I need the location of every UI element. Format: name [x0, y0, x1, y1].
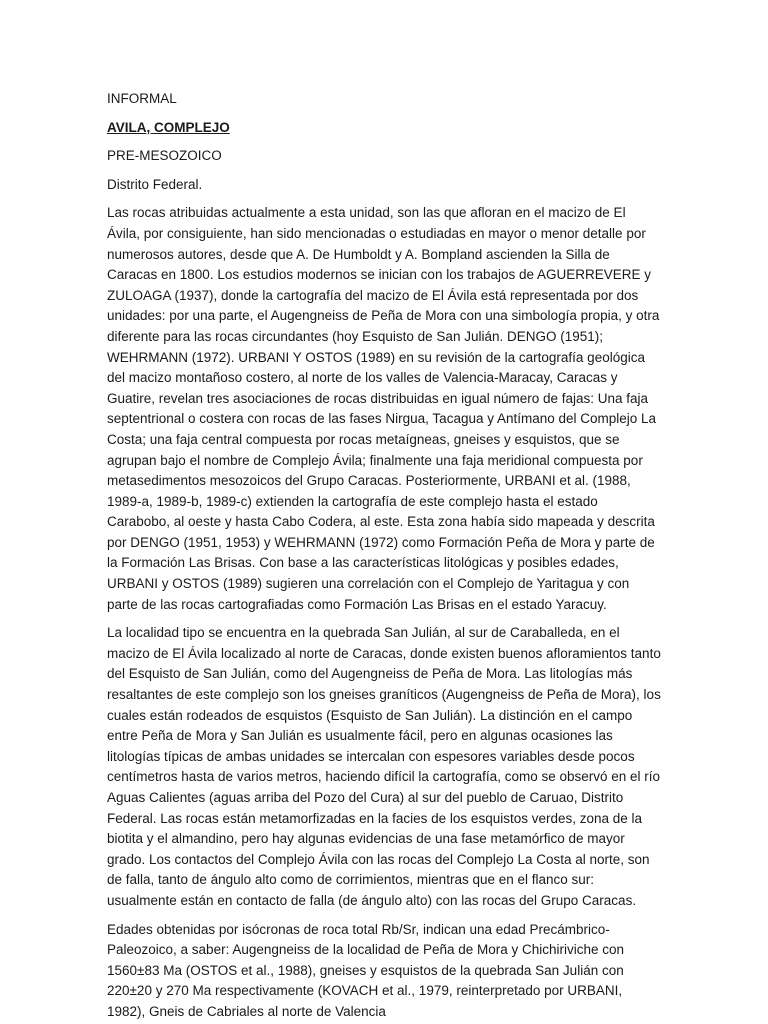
document-title: AVILA, COMPLEJO	[107, 119, 230, 135]
paragraph-type-locality: La localidad tipo se encuentra en la quebrada San Julián, al sur de Caraballeda, en el macizo de El Ávila localizado al norte de Caracas, donde existen buenos afloramientos tanto del Esquisto de San Julián, como del Augengneiss de Peña de Mora. Las litologías más resaltantes de este complejo son los gneises graníticos (Augengneiss de Peña de Mora), los cuales están rodeados de esquistos (Esquisto de San Julián). La distinción en el campo entre Peña de Mora y San Julián es usualmente fácil, pero en algunas ocasiones las litologías típicas de ambas unidades se intercalan con espesores variables desde pocos centímetros hasta de varios metros, haciendo difícil la cartografía, como se observó en el río Aguas Calientes (aguas arriba del Pozo del Cura) al sur del pueblo de Caruao, Distrito Federal. Las rocas están metamorfizadas en la facies de los esquistos verdes, zona de la biotita y el almandino, pero hay algunas evidencias de una fase metamórfico de mayor grado. Los contactos del Complejo Ávila con las rocas del Complejo La Costa al norte, son de falla, tanto de ángulo alto como de corrimientos, mientras que en el flanco sur: usualmente están en contacto de falla (de ángulo alto) con las rocas del Grupo Caracas.	[107, 625, 661, 908]
paragraph-ages: Edades obtenidas por isócronas de roca total Rb/Sr, indican una edad Precámbrico- Paleozoico, a saber: Augengneiss de la localidad de Peña de Mora y Chichiriviche con 1560±83 Ma (OSTOS et al., 1988), gneises y esquistos de la quebrada San Julián con 220±20 y 270 Ma respectivamente (KOVACH et al., 1979, reinterpretado por URBANI, 1982), Gneis de Cabriales al norte de Valencia	[107, 921, 625, 1019]
document-category: INFORMAL	[107, 91, 177, 106]
document-location: Distrito Federal.	[107, 176, 203, 192]
document-age: PRE-MESOZOICO	[107, 148, 222, 164]
paragraph-history: Las rocas atribuidas actualmente a esta unidad, son las que afloran en el macizo de El Ávila, por consiguiente, han sido mencionadas o estudiadas en mayor o menor detalle por numerosos autores, desde que A. De Humboldt y A. Bompland ascienden la Silla de Caracas en 1800. Los estudios modernos se inician con los trabajos de AGUERREVERE y ZULOAGA (1937), donde la cartografía del macizo de El Ávila está representada por dos unidades: por una parte, el Augengneiss de Peña de Mora con una simbología propia, y otra diferente para las rocas circundantes (hoy Esquisto de San Julián. DENGO (1951); WEHRMANN (1972). URBANI Y OSTOS (1989) en su revisión de la cartografía geológica del macizo montañoso costero, al norte de los valles de Valencia-Maracay, Caracas y Guatire, revelan tres asociaciones de rocas distribuidas en igual número de fajas: Una faja septentrional o costera con rocas de las fases Nirgua, Tacagua y Antímano del Complejo La Costa; una faja central compuesta por rocas metaígneas, gneises y esquistos, que se agrupan bajo el nombre de Complejo Ávila; finalmente una faja meridional compuesta por metasedimentos mesozoicos del Grupo Caracas. Posteriormente, URBANI et al. (1988, 1989-a, 1989-b, 1989-c) extienden la cartografía de este complejo hasta el estado Carabobo, al oeste y hasta Cabo Codera, al este. Esta zona había sido mapeada y descrita por DENGO (1951, 1953) y WEHRMANN (1972) como Formación Peña de Mora y parte de la Formación Las Brisas. Con base a las características litológicas y posibles edades, URBANI y OSTOS (1989) sugieren una correlación con el Complejo de Yaritagua y con parte de las rocas cartografiadas como Formación Las Brisas en el estado Yaracuy.	[107, 205, 660, 612]
